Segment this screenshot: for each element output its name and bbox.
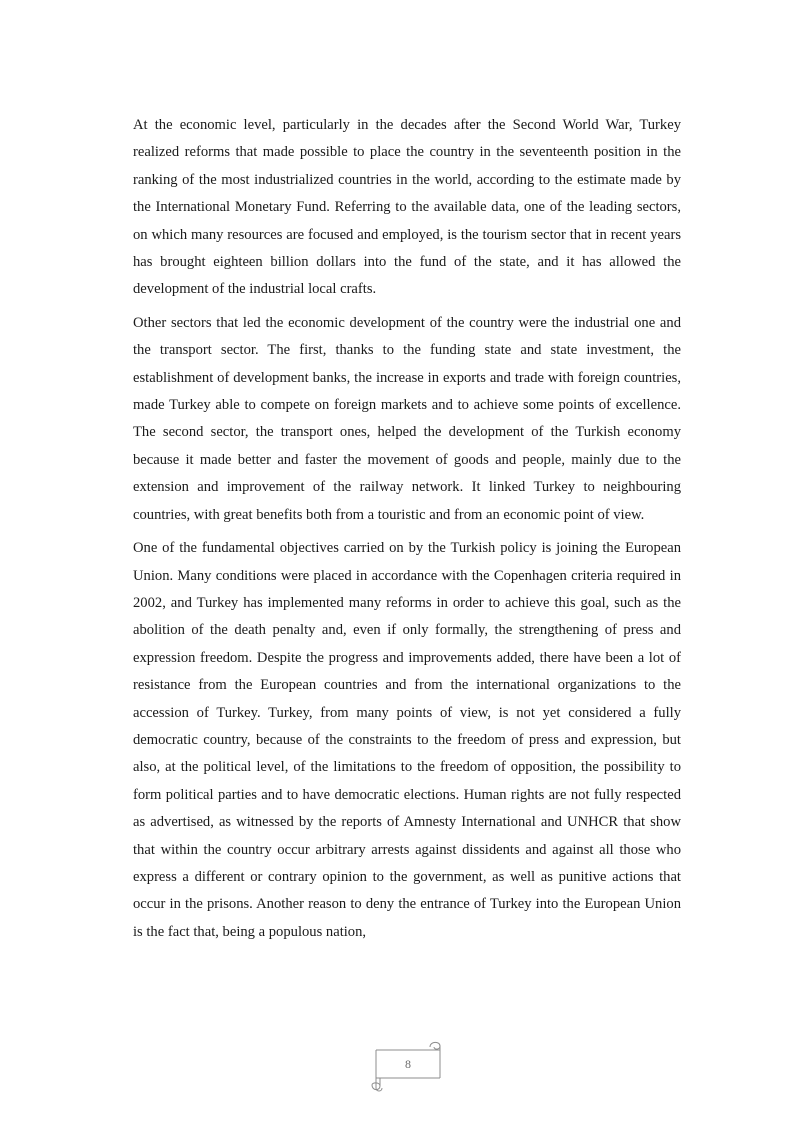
paragraph-european-union: One of the fundamental objectives carried on by the Turkish policy is joining the European Union. Many conditions were placed in accordance with the Copenhagen criteria required in 2002, and Turkey has implemented many reforms in order to achieve this goal, such as the abolition of the death penalty and, even if only formally, the strengthening of press and expression freedom. Despite the progress and improvements added, there have been a lot of resistance from the European countries and from the international organizations to the accession of Turkey. Turkey, from many points of view, is not yet considered a fully democratic country, because of the constraints to the freedom of press and expression, but also, at the political level, of the limitations to the freedom of opposition, the possibility to form political parties and to have democratic elections. Human rights are not fully respected as advertised, as witnessed by the reports of Amnesty International and UNHCR that show that within the country occur arbitrary arrests against dissidents and against all those who express a different or contrary opinion to the government, as well as punitive actions that occur in the prisons. Another reason to deny the entrance of Turkey into the European Union is the fact that, being a populous nation, (133, 540, 681, 940)
paragraph-economic-level: At the economic level, particularly in the decades after the Second World War, Turkey realized reforms that made possible to place the country in the seventeenth position in the ranking of the most industrialized countries in the world, according to the estimate made by the International Monetary Fund. Referring to the available data, one of the leading sectors, on which many resources are focused and employed, is the tourism sector that in recent years has brought eighteen billion dollars into the fund of the state, and it has allowed the development of the industrial local crafts. (133, 117, 681, 298)
page-body (133, 112, 681, 952)
paragraph-other-sectors: Other sectors that led the economic development of the country were the industrial one and the transport sector. The first, thanks to the funding state and state investment, the establishment of development banks, the increase in exports and trade with foreign countries, made Turkey able to compete on foreign markets and to achieve some points of excellence. The second sector, the transport ones, helped the development of the Turkish economy because it made better and faster the movement of goods and people, mainly due to the extension and improvement of the railway network. It linked Turkey to neighbouring countries, with great benefits both from a touristic and from an economic point of view. (133, 314, 681, 523)
page-number: 8 (405, 1057, 411, 1071)
page-footer (368, 1038, 444, 1094)
